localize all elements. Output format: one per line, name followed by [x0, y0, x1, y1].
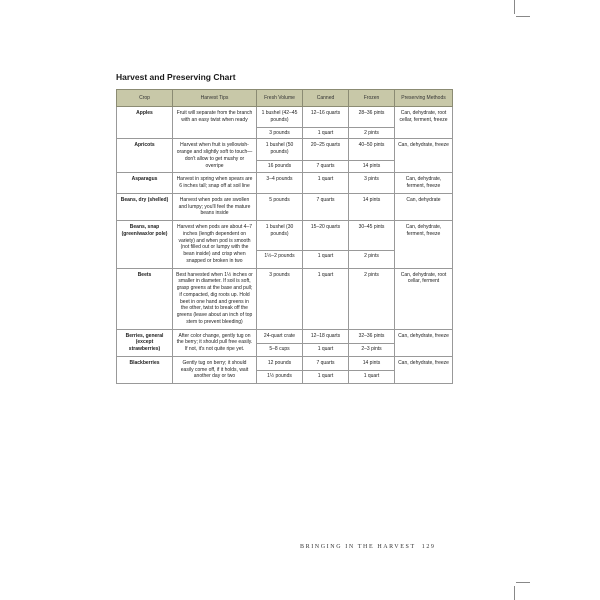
fresh-volume: 16 pounds [257, 160, 303, 172]
fresh-volume: 12 pounds [257, 356, 303, 371]
canned-volume: 7 quarts [303, 193, 349, 220]
harvest-tips: Harvest when fruit is yellowish-orange and slightly soft to touch—don't allow to get mushy or overripe [173, 139, 257, 173]
preserving-methods: Can, dehydrate, ferment, freeze [395, 173, 453, 194]
running-footer [300, 544, 436, 550]
canned-volume: 7 quarts [303, 356, 349, 371]
harvest-chart-table [116, 89, 453, 384]
frozen-volume: 30–45 pints [349, 221, 395, 251]
harvest-tips: After color change, gently tug on the berry; it should pull free easily. If not, it's not quite ripe yet. [173, 329, 257, 356]
frozen-volume: 3 pints [349, 173, 395, 194]
fresh-volume: 1 bushel (30 pounds) [257, 221, 303, 251]
frozen-volume: 14 pints [349, 356, 395, 371]
harvest-tips: Harvest when pods are about 4–7 inches (length dependent on variety) and when pod is smooth (not filled out or lumpy with the bean inside) and crisp when snapped or broken in two [173, 221, 257, 269]
column-header: Canned [303, 90, 349, 107]
preserving-methods: Can, dehydrate, freeze [395, 329, 453, 356]
crop-mark [514, 0, 515, 14]
harvest-tips: Gently tug on berry; it should easily come off, if it holds, wait another day or two [173, 356, 257, 383]
canned-volume: 12–16 quarts [303, 107, 349, 128]
preserving-methods: Can, dehydrate, root cellar, ferment, freeze [395, 107, 453, 139]
table-row [117, 221, 453, 251]
preserving-methods: Can, dehydrate, freeze [395, 356, 453, 383]
canned-volume: 1 quart [303, 268, 349, 329]
frozen-volume: 2 pints [349, 127, 395, 139]
canned-volume: 12–18 quarts [303, 329, 349, 344]
canned-volume: 1 quart [303, 251, 349, 268]
harvest-tips: Harvest when pods are swollen and lumpy; you'll feel the mature beans inside [173, 193, 257, 220]
table-row [117, 268, 453, 329]
frozen-volume: 2 pints [349, 251, 395, 268]
fresh-volume: 5–8 cups [257, 344, 303, 357]
column-header: Frozen [349, 90, 395, 107]
table-row [117, 173, 453, 194]
canned-volume: 1 quart [303, 127, 349, 139]
table-row [117, 107, 453, 128]
column-header: Preserving Methods [395, 90, 453, 107]
table-row [117, 193, 453, 220]
frozen-volume: 40–50 pints [349, 139, 395, 161]
page-number: 129 [421, 544, 436, 550]
harvest-tips: Harvest in spring when spears are 6 inches tall; snap off at soil line [173, 173, 257, 194]
frozen-volume: 1 quart [349, 371, 395, 384]
table-row [117, 139, 453, 161]
canned-volume: 7 quarts [303, 160, 349, 172]
footer-text: BRINGING IN THE HARVEST [300, 544, 416, 550]
crop-mark [514, 586, 515, 600]
fresh-volume: 1 bushel (42–45 pounds) [257, 107, 303, 128]
canned-volume: 1 quart [303, 344, 349, 357]
fresh-volume: 3 pounds [257, 127, 303, 139]
crop-name: Beets [117, 268, 173, 329]
preserving-methods: Can, dehydrate, freeze [395, 139, 453, 173]
preserving-methods: Can, dehydrate, ferment, freeze [395, 221, 453, 269]
fresh-volume: 1½ pounds [257, 371, 303, 384]
harvest-tips: Fruit will separate from the branch with an easy twist when ready [173, 107, 257, 139]
crop-name: Apricots [117, 139, 173, 173]
frozen-volume: 2 pints [349, 268, 395, 329]
canned-volume: 1 quart [303, 173, 349, 194]
fresh-volume: 24-quart crate [257, 329, 303, 344]
canned-volume: 15–20 quarts [303, 221, 349, 251]
fresh-volume: 1½–2 pounds [257, 251, 303, 268]
crop-name: Blackberries [117, 356, 173, 383]
column-header: Fresh Volume [257, 90, 303, 107]
crop-name: Berries, general (except strawberries) [117, 329, 173, 356]
crop-name: Beans, snap (green/wax/or pole) [117, 221, 173, 269]
crop-name: Beans, dry (shelled) [117, 193, 173, 220]
canned-volume: 1 quart [303, 371, 349, 384]
frozen-volume: 2–3 pints [349, 344, 395, 357]
table-body [117, 107, 453, 384]
page-title: Harvest and Preserving Chart [116, 72, 236, 82]
crop-mark [516, 582, 530, 583]
table-row [117, 329, 453, 344]
crop-name: Apples [117, 107, 173, 139]
preserving-methods: Can, dehydrate, root cellar, ferment [395, 268, 453, 329]
fresh-volume: 1 bushel (50 pounds) [257, 139, 303, 161]
crop-mark [516, 16, 530, 17]
frozen-volume: 28–36 pints [349, 107, 395, 128]
column-header: Harvest Tips [173, 90, 257, 107]
table-row [117, 356, 453, 371]
column-header: Crop [117, 90, 173, 107]
fresh-volume: 3–4 pounds [257, 173, 303, 194]
frozen-volume: 32–36 pints [349, 329, 395, 344]
crop-name: Asparagus [117, 173, 173, 194]
table-header-row [117, 90, 453, 107]
harvest-tips: Best harvested when 1½ inches or smaller in diameter. If soil is soft, grasp greens at the base and pull; if compacted, dig roots up. Hold beet in one hand and greens in the other, twist to break off the greens (leave about an inch of top stem to prevent bleeding) [173, 268, 257, 329]
frozen-volume: 14 pints [349, 160, 395, 172]
frozen-volume: 14 pints [349, 193, 395, 220]
preserving-methods: Can, dehydrate [395, 193, 453, 220]
fresh-volume: 5 pounds [257, 193, 303, 220]
canned-volume: 20–25 quarts [303, 139, 349, 161]
fresh-volume: 3 pounds [257, 268, 303, 329]
